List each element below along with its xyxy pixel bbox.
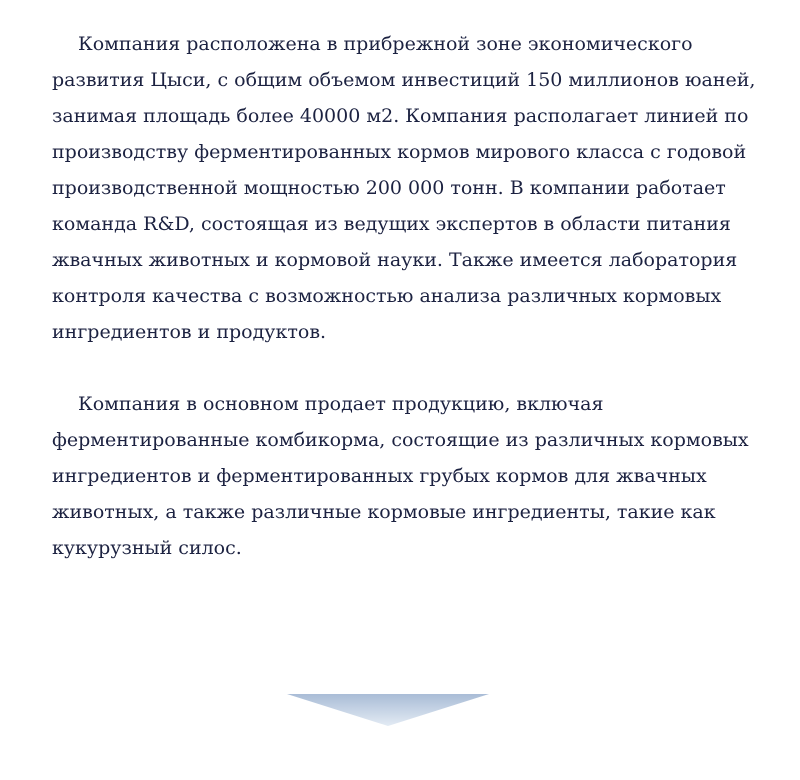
- chevron-down-icon[interactable]: [287, 694, 489, 726]
- article-body: [52, 26, 758, 566]
- paragraph-company-overview: Компания расположена в прибрежной зоне экономического развития Цыси, с общим объемом инвестиций 150 миллионов юаней, занимая площадь более 40000 м2. Компания располагает линией по производству ферментированных кормов мирового класса с годовой производственной мощностью 200 000 тонн. В компании работает команда R&D, состоящая из ведущих экспертов в области питания жвачных животных и кормовой науки. Также имеется лаборатория контроля качества с возможностью анализа различных кормовых ингредиентов и продуктов.: [52, 33, 756, 343]
- paragraph-products: Компания в основном продает продукцию, включая ферментированные комбикорма, состоящие из различных кормовых ингредиентов и ферментированных грубых кормов для жвачных животных, а также различные кормовые ингредиенты, такие как кукурузный силос.: [52, 393, 749, 559]
